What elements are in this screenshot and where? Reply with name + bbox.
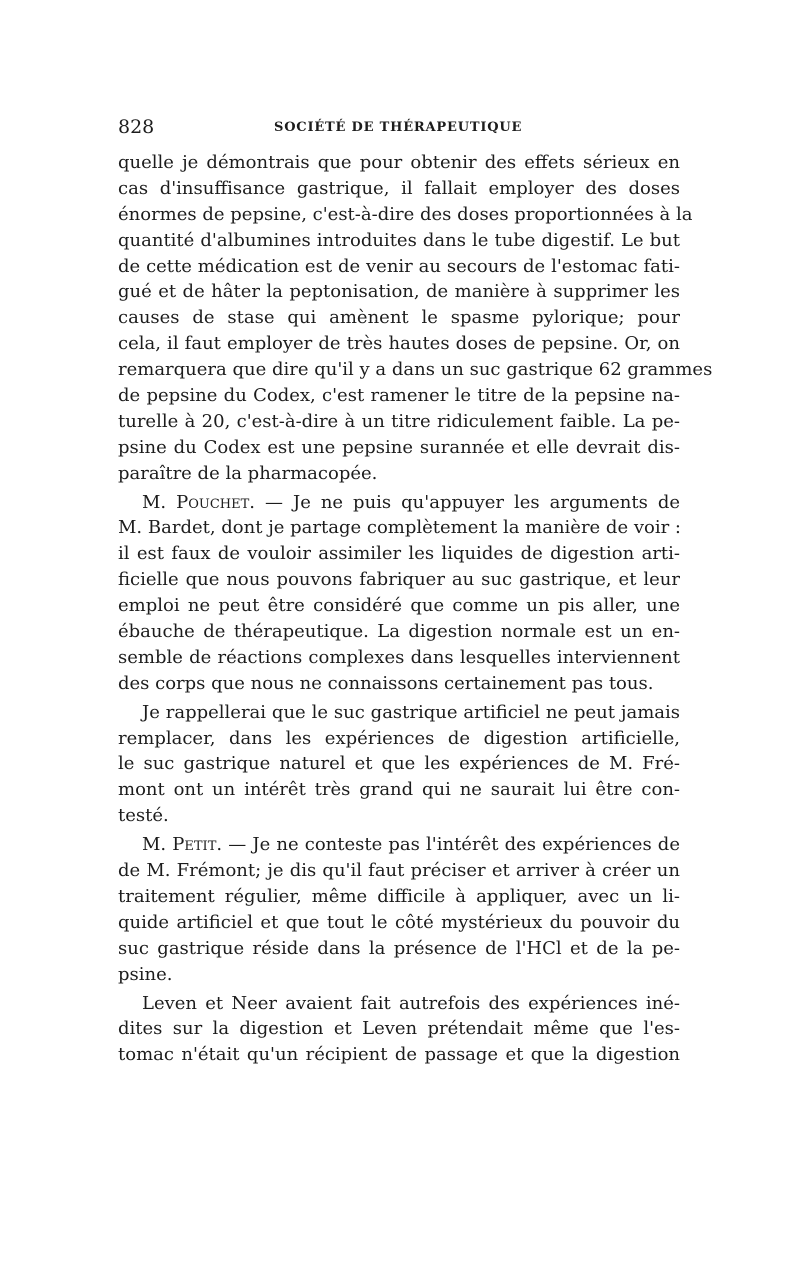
text-line: Je rappellerai que le suc gastrique artificiel ne peut jamais — [142, 701, 680, 723]
text-line: remplacer, dans les expériences de digestion artificielle, — [118, 727, 680, 749]
text-line: psine du Codex est une pepsine surannée et elle devrait dis- — [118, 436, 680, 458]
text-line: testé. — [118, 805, 169, 827]
text-line: paraître de la pharmacopée. — [118, 462, 378, 484]
text-line: M. Bardet, dont je partage complètement la manière de voir : — [118, 517, 681, 539]
paragraph-3 — [118, 700, 680, 829]
text-line: mont ont un intérêt très grand qui ne saurait lui être con- — [118, 779, 680, 801]
text-line: causes de stase qui amènent le spasme pylorique; pour — [118, 307, 680, 329]
text-line: il est faux de vouloir assimiler les liquides de digestion arti- — [118, 543, 680, 565]
text-line: semble de réactions complexes dans lesquelles interviennent — [118, 646, 680, 668]
text-line — [118, 832, 680, 858]
speaker-name: M. Petit. — [142, 834, 223, 856]
text-line: traitement régulier, même difficile à appliquer, avec un li- — [118, 885, 680, 907]
paragraph-1 — [118, 150, 713, 487]
text-line: ébauche de thérapeutique. La digestion normale est un en- — [118, 621, 680, 643]
text-line: quelle je démontrais que pour obtenir des effets sérieux en — [118, 152, 680, 173]
text-line: quide artificiel et que tout le côté mystérieux du pouvoir du — [118, 911, 680, 933]
page-number: 828 — [118, 116, 155, 138]
text-line: quantité d'albumines introduites dans le tube digestif. Le but — [118, 229, 680, 251]
text-line: de M. Frémont; je dis qu'il faut préciser et arriver à créer un — [118, 860, 680, 882]
speaker-name: M. Pouchet. — [142, 491, 256, 513]
paragraph-4 — [118, 832, 680, 987]
text-line: ficielle que nous pouvons fabriquer au suc gastrique, et leur — [118, 569, 680, 591]
text-line: énormes de pepsine, c'est-à-dire des doses proportionnées à la — [118, 203, 693, 225]
text-line — [118, 490, 680, 516]
text-line-rest: — Je ne conteste pas l'intérêt des expériences de — [222, 834, 680, 856]
text-line: suc gastrique réside dans la présence de l'HCl et de la pe- — [118, 937, 680, 959]
text-line: Leven et Neer avaient fait autrefois des expériences iné- — [142, 992, 680, 1014]
text-line: remarquera que dire qu'il y a dans un suc gastrique 62 grammes — [118, 359, 713, 381]
running-title: SOCIÉTÉ DE THÉRAPEUTIQUE — [274, 120, 523, 135]
text-line: dites sur la digestion et Leven prétendait même que l'es- — [118, 1018, 680, 1040]
text-line: gué et de hâter la peptonisation, de manière à supprimer les — [118, 281, 680, 303]
text-line: le suc gastrique naturel et que les expériences de M. Fré- — [118, 753, 680, 775]
text-line: de pepsine du Codex, c'est ramener le titre de la pepsine na- — [118, 385, 680, 407]
text-line: emploi ne peut être considéré que comme un pis aller, une — [118, 595, 680, 617]
paragraph-5 — [118, 991, 680, 1069]
text-line: turelle à 20, c'est-à-dire à un titre ridiculement faible. La pe- — [118, 410, 680, 432]
text-line: de cette médication est de venir au secours de l'estomac fati- — [118, 255, 680, 277]
text-line: psine. — [118, 963, 173, 985]
text-line: cas d'insuffisance gastrique, il fallait employer des doses — [118, 177, 680, 199]
paragraph-2 — [118, 490, 680, 697]
text-line-rest: — Je ne puis qu'appuyer les arguments de — [255, 491, 680, 513]
page-header — [118, 114, 680, 142]
text-line: des corps que nous ne connaissons certainement pas tous. — [118, 672, 654, 694]
text-line: tomac n'était qu'un récipient de passage et que la digestion — [118, 1044, 680, 1066]
text-line: cela, il faut employer de très hautes doses de pepsine. Or, on — [118, 333, 680, 355]
body-text — [118, 150, 713, 1068]
